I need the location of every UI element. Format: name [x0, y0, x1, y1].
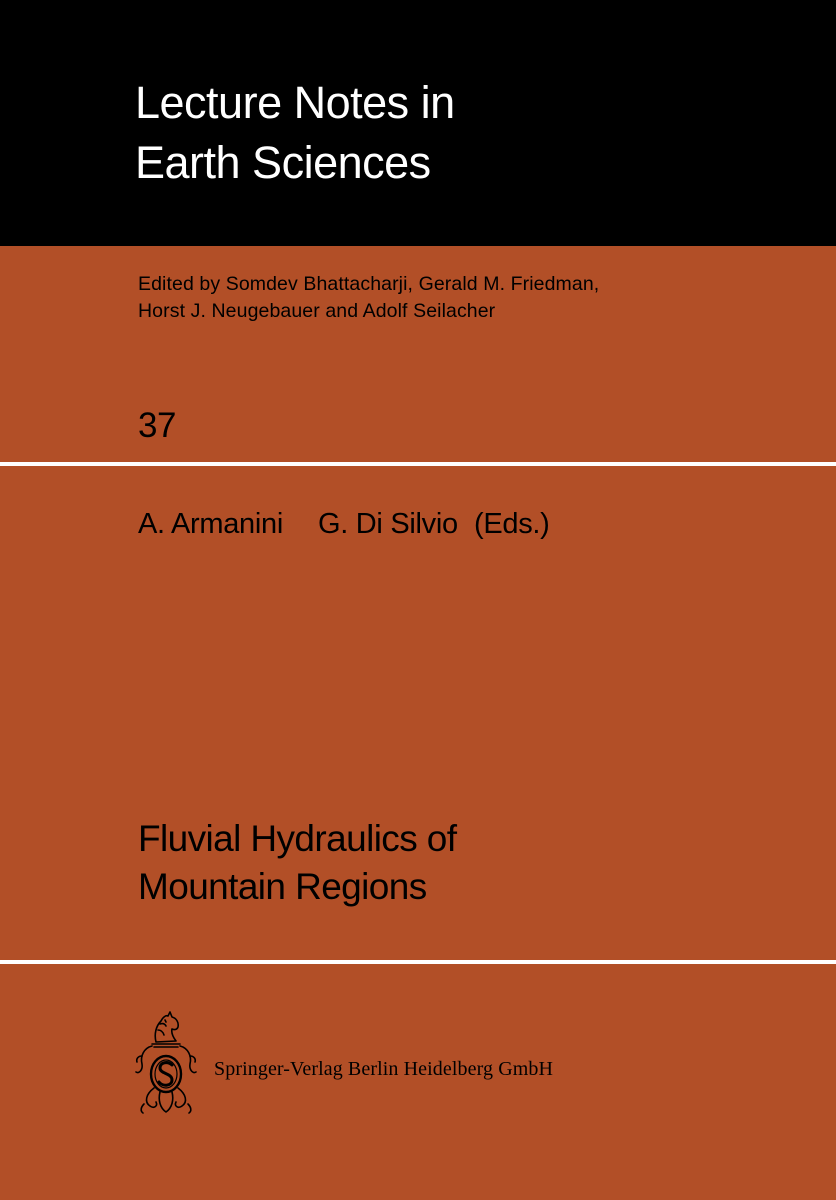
springer-knight-logo-icon — [130, 1008, 200, 1118]
divider-rule-top — [0, 462, 836, 466]
series-title-line2: Earth Sciences — [135, 137, 431, 188]
divider-rule-bottom — [0, 960, 836, 964]
author-armanini: A. Armanini — [138, 508, 283, 540]
editors-line2: Horst J. Neugebauer and Adolf Seilacher — [138, 300, 496, 322]
editors-line1: Edited by Somdev Bhattacharji, Gerald M. Friedman, — [138, 273, 600, 295]
author-di-silvio: G. Di Silvio — [318, 508, 458, 540]
book-title-line1: Fluvial Hydraulics of — [138, 818, 457, 859]
publisher-name: Springer-Verlag Berlin Heidelberg GmbH — [214, 1058, 554, 1080]
editors-role-label: (Eds.) — [474, 508, 550, 540]
volume-number: 37 — [138, 406, 176, 445]
book-title-line2: Mountain Regions — [138, 866, 427, 907]
series-title-line1: Lecture Notes in — [135, 77, 455, 128]
series-header-band — [0, 0, 836, 246]
